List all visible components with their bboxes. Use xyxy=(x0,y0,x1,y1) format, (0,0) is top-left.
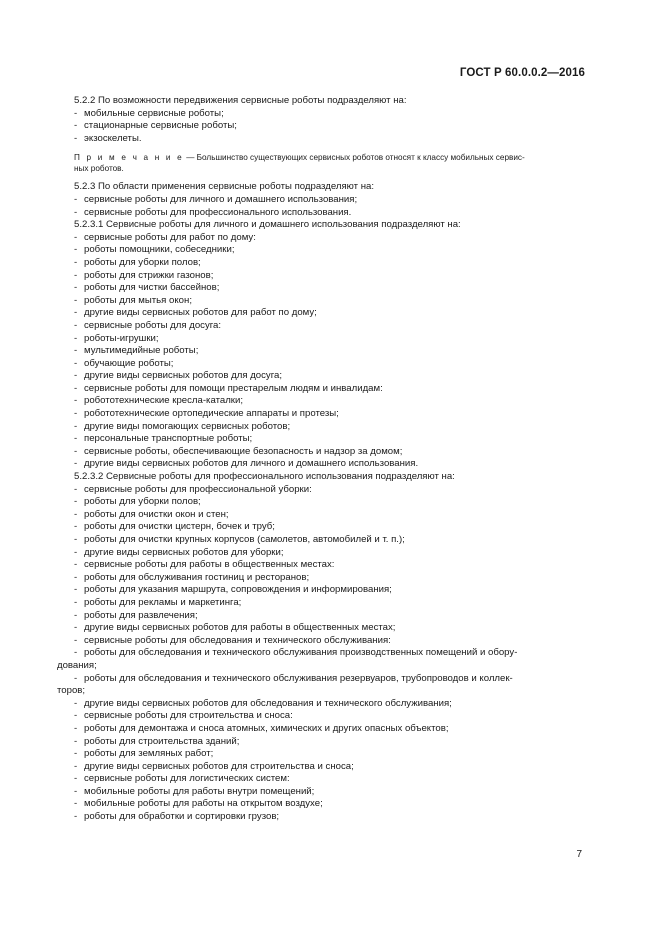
section-5-2-3-heading: 5.2.3 По области применения сервисные роботы подразделяют на: xyxy=(74,181,375,193)
section-5-2-3-2-heading: 5.2.3.2 Сервисные роботы для профессионального использования подразделяют на: xyxy=(74,471,455,483)
list-item xyxy=(57,446,582,459)
list-dash: - xyxy=(74,332,78,344)
note-text-line2: ных роботов. xyxy=(74,164,124,174)
list-item-text: другие виды сервисных роботов для строительства и сноса; xyxy=(84,760,354,772)
list-item-text: другие виды сервисных роботов для работы в общественных местах; xyxy=(84,622,396,634)
list-dash: - xyxy=(74,773,78,785)
note-label: П р и м е ч а н и е xyxy=(74,153,184,163)
list-item xyxy=(57,496,582,509)
list-item xyxy=(57,333,582,346)
list-item-text: роботы для земляных работ; xyxy=(84,748,214,760)
list-item-text: сервисные роботы, обеспечивающие безопасность и надзор за домом; xyxy=(84,445,403,457)
list-item-text: сервисные роботы для работ по дому: xyxy=(84,231,256,243)
list-dash: - xyxy=(74,596,78,608)
list-dash: - xyxy=(74,420,78,432)
list-item xyxy=(57,622,582,635)
list-item-text: роботы для демонтажа и сноса атомных, химических и других опасных объектов; xyxy=(84,722,449,734)
section-5-2-2-heading: 5.2.2 По возможности передвижения сервисные роботы подразделяют на: xyxy=(74,95,407,106)
list-dash: - xyxy=(74,256,78,268)
list-item-text: роботы для очистки цистерн, бочек и труб; xyxy=(84,521,275,533)
list-item-text: другие виды сервисных роботов для досуга; xyxy=(84,370,283,382)
list-dash: - xyxy=(74,760,78,772)
list-item xyxy=(57,484,582,497)
list-item-text: сервисные роботы для логистических систем: xyxy=(84,773,290,785)
list-item xyxy=(57,811,582,824)
list-item-text: роботы помощники, собеседники; xyxy=(84,244,235,256)
list-item-text: роботы для развлечения; xyxy=(84,609,198,621)
list-item-text: роботы для очистки крупных корпусов (самолетов, автомобилей и т. п.); xyxy=(84,534,405,545)
list-item-text: мультимедийные роботы; xyxy=(84,345,199,357)
list-item xyxy=(57,786,582,799)
list-item-text: робототехнические кресла-каталки; xyxy=(84,395,244,407)
list-dash: - xyxy=(74,508,78,520)
list-item xyxy=(57,270,582,283)
list-dash: - xyxy=(74,282,78,294)
list-item-wrapped-1-line2: дования; xyxy=(57,659,97,671)
list-dash: - xyxy=(74,697,78,709)
list-item xyxy=(57,133,582,146)
list-item xyxy=(57,547,582,560)
list-dash: - xyxy=(74,748,78,760)
list-item-wrapped-2: - роботы для обследования и технического обслуживания резервуаров, трубопроводов и коллек- xyxy=(74,672,513,684)
list-item-text: роботы для рекламы и маркетинга; xyxy=(84,596,242,608)
list-item-text: экзоскелеты. xyxy=(84,132,142,144)
list-item-text: персональные транспортные роботы; xyxy=(84,433,253,445)
list-dash: - xyxy=(74,107,78,119)
list-dash: - xyxy=(74,722,78,734)
list-dash: - xyxy=(74,445,78,457)
list-dash: - xyxy=(74,382,78,394)
list-item xyxy=(57,798,582,811)
list-dash: - xyxy=(74,307,78,319)
list-dash: - xyxy=(74,546,78,558)
list-item-text: сервисные роботы для обследования и технического обслуживания: xyxy=(84,634,391,646)
list-item xyxy=(57,559,582,572)
list-item-text: другие виды помогающих сервисных роботов; xyxy=(84,420,291,432)
list-item-text: роботы для строительства зданий; xyxy=(84,735,240,747)
list-dash: - xyxy=(74,433,78,445)
list-item xyxy=(57,207,582,220)
list-item-text: другие виды сервисных роботов для работ по дому; xyxy=(84,307,317,319)
list-item-text: роботы для указания маршрута, сопровождения и информирования; xyxy=(84,584,392,596)
list-item xyxy=(57,584,582,597)
list-dash: - xyxy=(74,609,78,621)
list-5-2-3-2-a xyxy=(57,484,582,648)
list-item xyxy=(57,295,582,308)
list-dash: - xyxy=(74,496,78,508)
list-item xyxy=(57,521,582,534)
list-dash: - xyxy=(74,735,78,747)
list-dash: - xyxy=(74,458,78,470)
list-item-text: сервисные роботы для профессиональной уборки: xyxy=(84,483,312,495)
list-item xyxy=(57,408,582,421)
list-item xyxy=(57,244,582,257)
list-dash: - xyxy=(74,785,78,797)
list-item xyxy=(57,509,582,522)
list-dash: - xyxy=(74,798,78,810)
list-item-wrapped-1: - роботы для обследования и технического обслуживания производственных помещений и обору- xyxy=(74,647,518,659)
list-dash: - xyxy=(74,357,78,369)
section-5-2-3-1-heading: 5.2.3.1 Сервисные роботы для личного и домашнего использования подразделяют на: xyxy=(74,219,461,231)
list-dash: - xyxy=(74,710,78,722)
list-item xyxy=(57,610,582,623)
list-item-text: сервисные роботы для профессионального использования. xyxy=(84,206,352,218)
list-item-text: роботы для очистки окон и стен; xyxy=(84,508,229,520)
list-dash: - xyxy=(74,408,78,420)
list-item-text: другие виды сервисных роботов для обследования и технического обслуживания; xyxy=(84,697,452,709)
list-dash: - xyxy=(74,395,78,407)
list-dash: - xyxy=(74,294,78,306)
list-item xyxy=(57,108,582,121)
list-item xyxy=(57,282,582,295)
list-5-2-3-2-b xyxy=(57,698,582,824)
list-dash: - xyxy=(74,370,78,382)
list-dash: - xyxy=(74,571,78,583)
list-item xyxy=(57,736,582,749)
list-item xyxy=(57,635,582,648)
list-item xyxy=(57,320,582,333)
list-item-text: роботы для уборки полов; xyxy=(84,256,201,268)
list-item xyxy=(57,345,582,358)
list-item-text: сервисные роботы для досуга: xyxy=(84,319,222,331)
list-dash: - xyxy=(74,634,78,646)
list-item-text: мобильные роботы для работы внутри помещений; xyxy=(84,785,315,797)
list-dash: - xyxy=(74,559,78,571)
list-item xyxy=(57,395,582,408)
list-item-text: мобильные сервисные роботы; xyxy=(84,107,224,119)
list-item-wrapped-2-line1: роботы для обследования и технического обслуживания резервуаров, трубопроводов и коллек- xyxy=(84,672,513,684)
list-item-text: стационарные сервисные роботы; xyxy=(84,120,237,132)
list-item-text: роботы для чистки бассейнов; xyxy=(84,282,220,294)
note-text-line1: — Большинство существующих сервисных роботов относят к классу мобильных сервис- xyxy=(183,153,525,163)
list-item xyxy=(57,773,582,786)
list-item-text: роботы для стрижки газонов; xyxy=(84,269,214,281)
list-item-wrapped-2-line2: торов; xyxy=(57,685,86,697)
list-item-text: мобильные роботы для работы на открытом воздухе; xyxy=(84,798,323,810)
list-item-text: роботы-игрушки; xyxy=(84,332,159,344)
list-item xyxy=(57,433,582,446)
list-item xyxy=(57,534,582,547)
list-item-text: роботы для уборки полов; xyxy=(84,496,201,508)
list-item-text: обучающие роботы; xyxy=(84,357,174,369)
list-item xyxy=(57,748,582,761)
list-item xyxy=(57,307,582,320)
list-5-2-2 xyxy=(57,108,582,146)
list-item-text: сервисные роботы для личного и домашнего использования; xyxy=(84,193,358,205)
list-dash: - xyxy=(74,521,78,533)
list-item xyxy=(57,120,582,133)
list-item-text: робототехнические ортопедические аппараты и протезы; xyxy=(84,408,339,420)
list-item-text: роботы для обработки и сортировки грузов; xyxy=(84,811,280,823)
list-dash: - xyxy=(74,193,78,205)
list-dash: - xyxy=(74,319,78,331)
page-number: 7 xyxy=(576,849,582,860)
list-dash: - xyxy=(74,534,78,545)
list-dash: - xyxy=(74,483,78,495)
list-item xyxy=(57,421,582,434)
list-item-text: сервисные роботы для работы в общественных местах: xyxy=(84,559,335,571)
list-5-2-3 xyxy=(57,194,582,219)
list-item-text: сервисные роботы для помощи престарелым людям и инвалидам: xyxy=(84,382,383,394)
list-item xyxy=(57,257,582,270)
list-item-wrapped-1-line1: роботы для обследования и технического обслуживания производственных помещений и обору- xyxy=(84,647,518,659)
list-item xyxy=(57,572,582,585)
note xyxy=(57,152,582,174)
list-item-text: другие виды сервисных роботов для уборки; xyxy=(84,546,284,558)
list-item-text: другие виды сервисных роботов для личного и домашнего использования. xyxy=(84,458,419,470)
list-item xyxy=(57,597,582,610)
list-item xyxy=(57,383,582,396)
list-dash: - xyxy=(74,132,78,144)
list-dash: - xyxy=(74,584,78,596)
list-item xyxy=(57,458,582,471)
list-dash: - xyxy=(74,206,78,218)
list-item xyxy=(57,698,582,711)
list-item xyxy=(57,710,582,723)
list-item xyxy=(57,194,582,207)
standard-header: ГОСТ Р 60.0.0.2—2016 xyxy=(459,67,585,79)
list-item xyxy=(57,358,582,371)
document-body xyxy=(57,95,582,824)
list-dash: - xyxy=(74,622,78,634)
list-item xyxy=(57,370,582,383)
list-dash: - xyxy=(74,269,78,281)
list-dash: - xyxy=(74,244,78,256)
list-item xyxy=(57,232,582,245)
list-dash: - xyxy=(74,345,78,357)
list-dash: - xyxy=(74,120,78,132)
list-dash: - xyxy=(74,811,78,823)
list-item xyxy=(57,723,582,736)
list-5-2-3-1 xyxy=(57,232,582,471)
list-item-text: роботы для мытья окон; xyxy=(84,294,192,306)
list-item-text: сервисные роботы для строительства и сноса: xyxy=(84,710,293,722)
list-item-text: роботы для обслуживания гостиниц и ресторанов; xyxy=(84,571,310,583)
list-item xyxy=(57,761,582,774)
list-dash: - xyxy=(74,231,78,243)
